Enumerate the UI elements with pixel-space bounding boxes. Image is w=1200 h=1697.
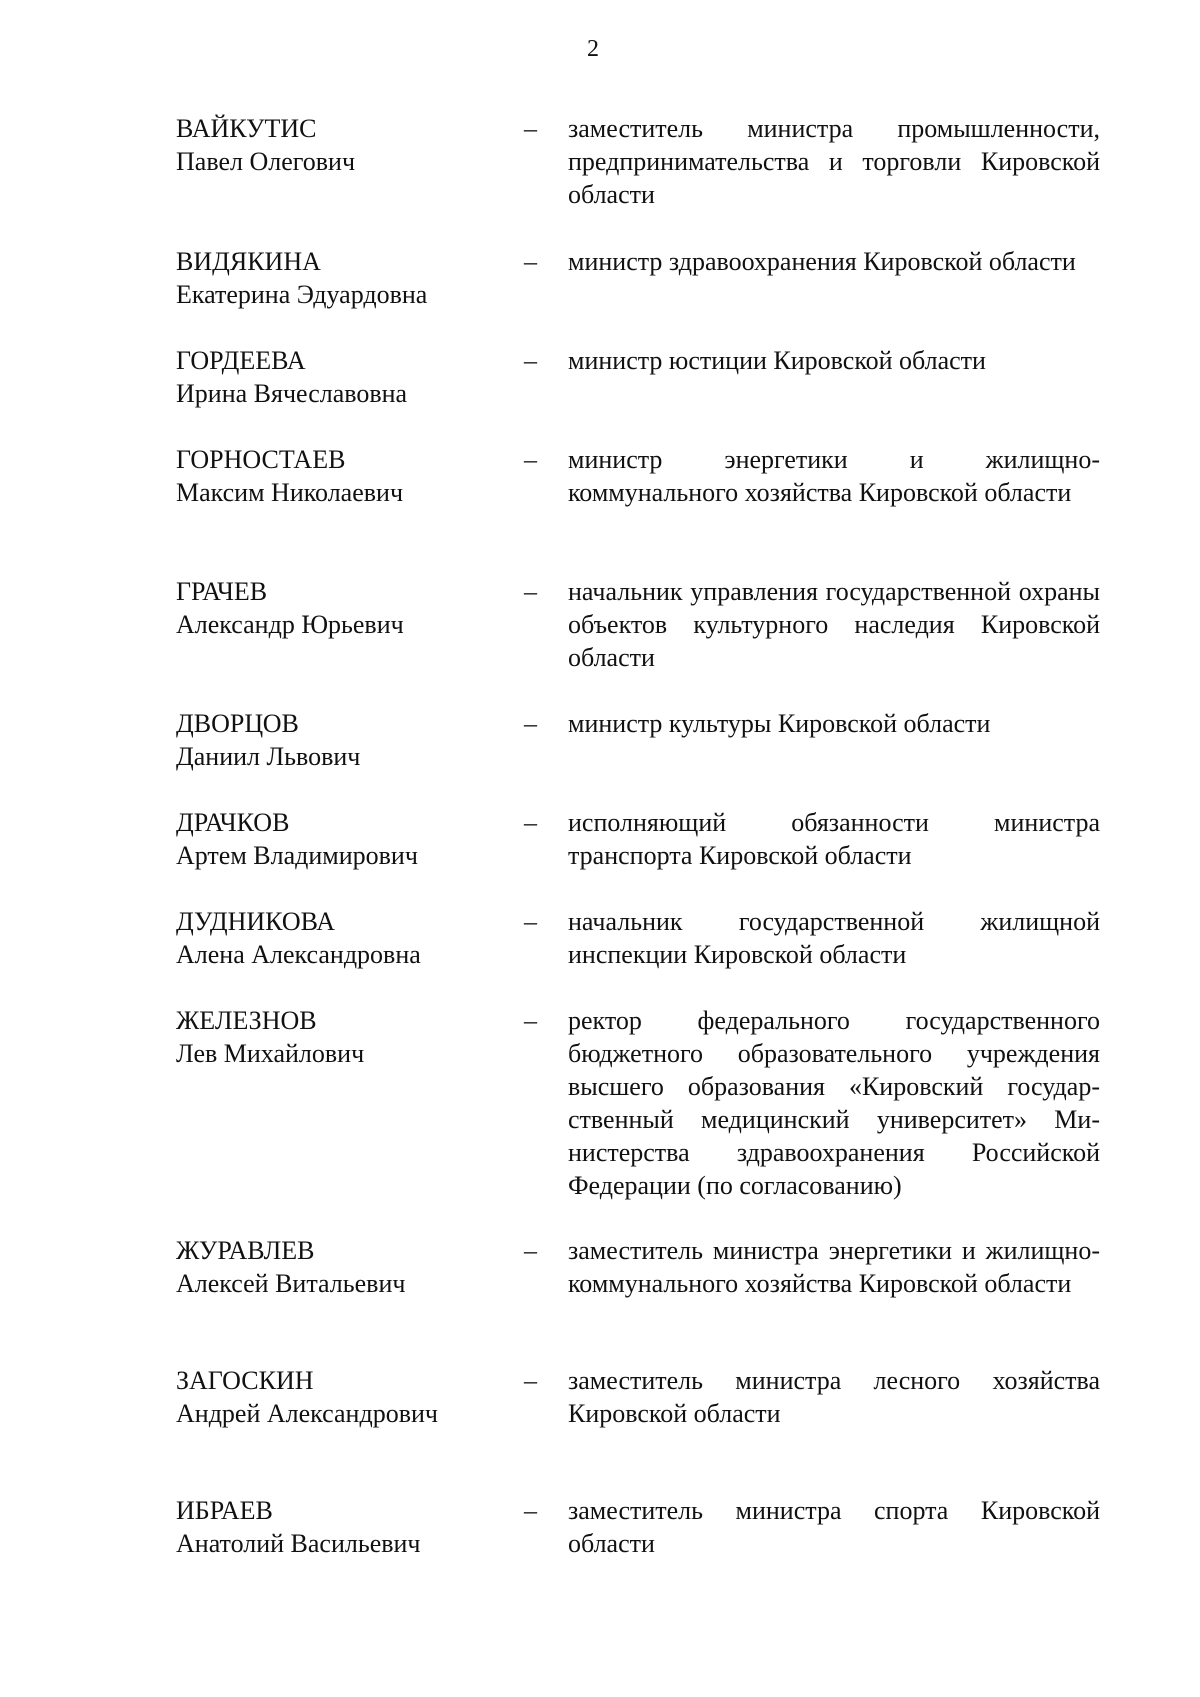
member-given-name: Анатолий Васильевич (176, 1529, 421, 1558)
dash-separator: – (524, 1006, 537, 1035)
member-position: заместитель министра спорта Кировской области (568, 1496, 1100, 1558)
dash-separator: – (524, 1236, 537, 1265)
member-given-name: Лев Михайлович (176, 1039, 365, 1068)
member-position: министр культуры Кировской области (568, 709, 991, 738)
member-given-name: Алена Александровна (176, 940, 421, 969)
member-position: начальник государственной жилищной инспекции Кировской области (568, 907, 1100, 969)
member-surname: ЗАГОСКИН (176, 1366, 314, 1395)
member-surname: ГОРНОСТАЕВ (176, 445, 346, 474)
dash-separator: – (524, 577, 537, 606)
member-given-name: Александр Юрьевич (176, 610, 404, 639)
dash-separator: – (524, 709, 537, 738)
member-position: заместитель министра лесного хозяйства Кировской области (568, 1366, 1100, 1428)
dash-separator: – (524, 1496, 537, 1525)
member-name (176, 806, 516, 872)
member-surname: ДВОРЦОВ (176, 709, 299, 738)
member-name (176, 905, 516, 971)
member-name (176, 245, 516, 311)
member-surname: ИБРАЕВ (176, 1496, 273, 1525)
member-position: исполняющий обязанности министра транспорта Кировской области (568, 808, 1100, 870)
member-surname: ВИДЯКИНА (176, 247, 321, 276)
member-given-name: Андрей Александрович (176, 1399, 438, 1428)
dash-separator: – (524, 346, 537, 375)
member-position: заместитель министра энергетики и жилищно-коммунального хозяйства Кировской области (568, 1236, 1100, 1298)
member-position: заместитель министра промышленности, предпринимательства и торговли Кировской области (568, 114, 1100, 209)
member-position: начальник управления государственной охраны объектов культурного наследия Кировской области (568, 577, 1100, 672)
member-name (176, 112, 516, 178)
member-name (176, 575, 516, 641)
member-given-name: Даниил Львович (176, 742, 361, 771)
member-name (176, 707, 516, 773)
member-surname: ГРАЧЕВ (176, 577, 268, 606)
member-name (176, 1234, 516, 1300)
member-given-name: Алексей Витальевич (176, 1269, 406, 1298)
page-number: 2 (587, 36, 599, 62)
dash-separator: – (524, 1366, 537, 1395)
member-given-name: Артем Владимирович (176, 841, 418, 870)
member-position: министр юстиции Кировской области (568, 346, 986, 375)
member-given-name: Екатерина Эдуардовна (176, 280, 428, 309)
member-given-name: Максим Николаевич (176, 478, 404, 507)
member-name (176, 443, 516, 509)
dash-separator: – (524, 808, 537, 837)
member-position: ректор федерального государственного бюджетного образовательного учреждения высшего образования «Кировский государственный медицинский университет» Министерства здравоохранения Российской Федерации (по согласованию) (568, 1006, 1100, 1200)
dash-separator: – (524, 445, 537, 474)
member-given-name: Павел Олегович (176, 147, 356, 176)
member-name (176, 344, 516, 410)
member-surname: ДРАЧКОВ (176, 808, 290, 837)
member-position: министр энергетики и жилищно-коммунального хозяйства Кировской области (568, 445, 1100, 507)
member-surname: ЖЕЛЕЗНОВ (176, 1006, 317, 1035)
member-surname: ДУДНИКОВА (176, 907, 336, 936)
member-given-name: Ирина Вячеславовна (176, 379, 408, 408)
dash-separator: – (524, 247, 537, 276)
member-surname: ВАЙКУТИС (176, 114, 317, 143)
member-surname: ГОРДЕЕВА (176, 346, 306, 375)
dash-separator: – (524, 114, 537, 143)
dash-separator: – (524, 907, 537, 936)
member-name (176, 1494, 516, 1560)
member-surname: ЖУРАВЛЕВ (176, 1236, 315, 1265)
member-name (176, 1364, 516, 1430)
member-name (176, 1004, 516, 1070)
member-position: министр здравоохранения Кировской области (568, 247, 1076, 276)
